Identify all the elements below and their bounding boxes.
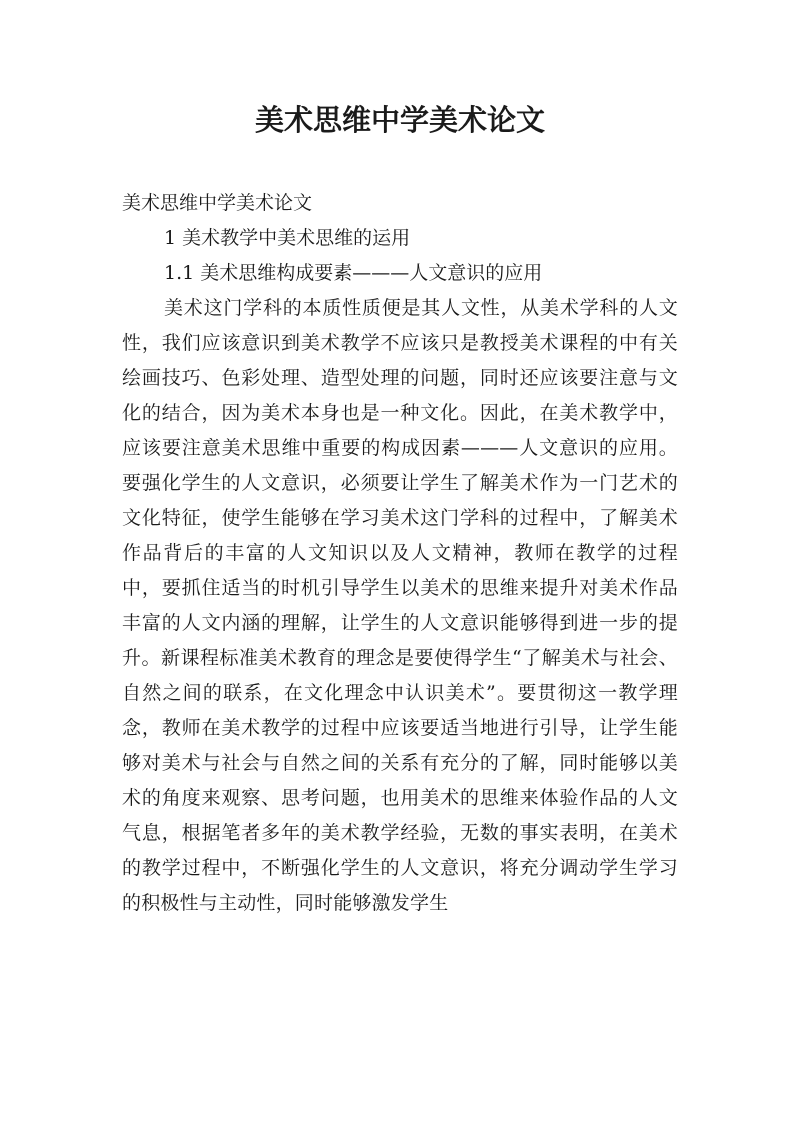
section-heading: 1 美术教学中美术思维的运用: [164, 227, 411, 249]
subsection-heading: 1.1 美术思维构成要素———人文意识的应用: [164, 262, 543, 284]
document-body: [122, 186, 678, 921]
document-title: 美术思维中学美术论文: [254, 103, 545, 137]
document-subtitle: 美术思维中学美术论文: [122, 192, 313, 214]
body-paragraph: 美术这门学科的本质性质便是其人文性，从美术学科的人文性，我们应该意识到美术教学不应该只是教授美术课程的中有关绘画技巧、色彩处理、造型处理的问题，同时还应该要注意与文化的结合，因为美术本身也是一种文化。因此，在美术教学中，应该要注意美术思维中重要的构成因素———人文意识的应用。要强化学生的人文意识，必须要让学生了解美术作为一门艺术的文化特征，使学生能够在学习美术这门学科的过程中，了解美术作品背后的丰富的人文知识以及人文精神，教师在教学的过程中，要抓住适当的时机引导学生以美术的思维来提升对美术作品丰富的人文内涵的理解，让学生的人文意识能够得到进一步的提升。新课程标准美术教育的理念是要使得学生“了解美术与社会、自然之间的联系，在文化理念中认识美术”。要贯彻这一教学理念，教师在美术教学的过程中应该要适当地进行引导，让学生能够对美术与社会与自然之间的关系有充分的了解，同时能够以美术的角度来观察、思考问题，也用美术的思维来体验作品的人文气息，根据笔者多年的美术教学经验，无数的事实表明，在美术的教学过程中，不断强化学生的人文意识，将充分调动学生学习的积极性与主动性，同时能够激发学生: [122, 297, 678, 914]
